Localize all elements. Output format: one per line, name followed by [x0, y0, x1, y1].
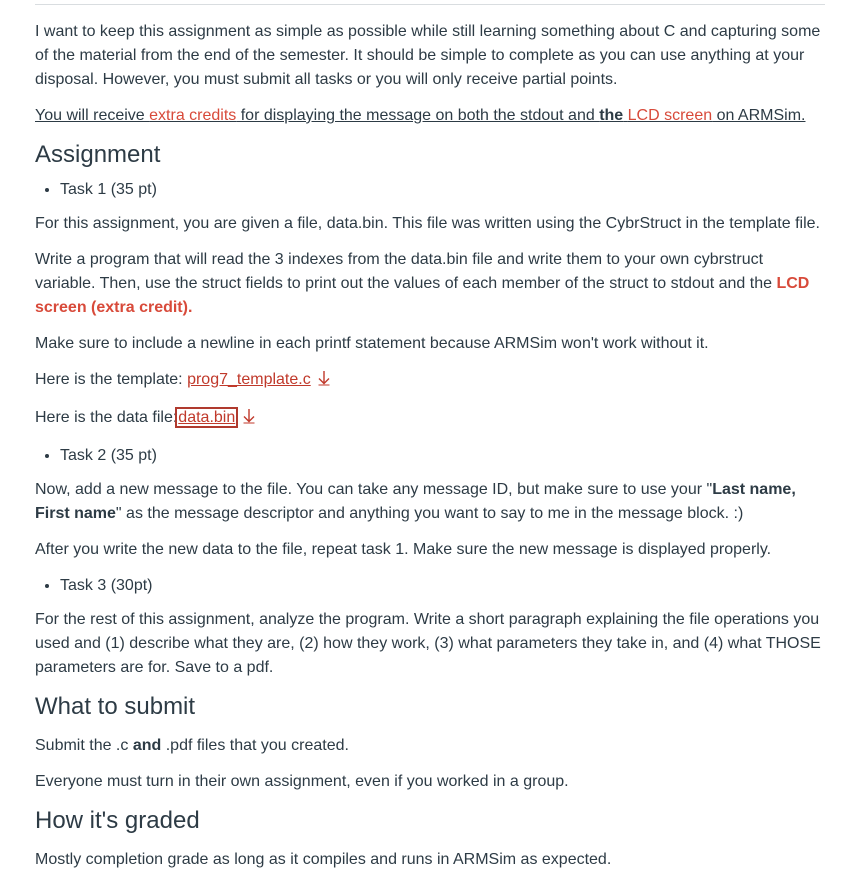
extra-credit-text-1: You will receive	[35, 107, 150, 124]
task2-repeat-note: After you write the new data to the file, repeat task 1. Make sure the new message is displayed properly.	[35, 541, 772, 558]
task2-item: • Task 2 (35 pt)	[60, 444, 825, 468]
template-file-link[interactable]: prog7_template.c	[187, 371, 311, 388]
extra-credit-the: the	[599, 107, 624, 124]
task3-list	[35, 574, 825, 598]
task1-item: • Task 1 (35 pt)	[60, 178, 825, 202]
data-file-line	[35, 406, 825, 432]
task3-instructions: For the rest of this assignment, analyze the program. Write a short paragraph explaining the file operations you used and (1) describe what they are, (2) how they work, (3) what parameters they take in, and (4) what THOSE parameters are for. Save to a pdf.	[35, 611, 821, 676]
lcd-screen-highlight: LCD screen	[627, 107, 713, 124]
task2-list	[35, 444, 825, 468]
task1-list	[35, 178, 825, 202]
submit-text-2: .pdf files that you created.	[161, 737, 349, 754]
task2-instructions	[35, 478, 825, 526]
data-file-link[interactable]: data.bin	[178, 409, 236, 426]
download-icon[interactable]	[242, 408, 256, 432]
data-file-label: Here is the data file:	[35, 409, 178, 426]
template-label: Here is the template:	[35, 371, 188, 388]
assignment-content	[35, 0, 825, 872]
extra-credit-highlight: extra credits	[149, 107, 237, 124]
submit-and: and	[132, 737, 162, 754]
extra-credit-text-3: on ARMSim.	[712, 107, 806, 124]
extra-credit-text-2: for displaying the message on both the stdout and	[236, 107, 600, 124]
task2-text-2: " as the message descriptor and anything you want to say to me in the message block. :)	[115, 505, 744, 522]
task2-descriptor: Last name, First name	[35, 481, 796, 522]
template-line	[35, 368, 825, 394]
lcd-extra-credit: LCD screen (extra credit).	[35, 275, 810, 316]
task3-item: • Task 3 (30pt)	[60, 574, 825, 598]
intro-paragraph: I want to keep this assignment as simple as possible while still learning something about C and capturing some of the material from the end of the semester. It should be simple to complete as you can use anything at your disposal. However, you must submit all tasks or you will only receive partial points.	[35, 23, 821, 88]
graded-heading: How it's graded	[35, 807, 200, 834]
task2-text-1: Now, add a new message to the file. You can take any message ID, but make sure to use your "	[35, 481, 713, 498]
task1-instructions-text: Write a program that will read the 3 indexes from the data.bin file and write them to your own cybrstruct variable. Then, use the struct fields to print out the values of each member of the struct to stdout and the	[35, 251, 777, 292]
assignment-heading: Assignment	[35, 141, 161, 168]
submit-text-1: Submit the .c	[35, 737, 133, 754]
individual-submission-note: Everyone must turn in their own assignment, even if you worked in a group.	[35, 773, 569, 790]
submit-files-note	[35, 734, 825, 758]
download-icon[interactable]	[317, 370, 331, 394]
task1-instructions	[35, 248, 825, 320]
grading-note: Mostly completion grade as long as it compiles and runs in ARMSim as expected.	[35, 851, 612, 868]
extra-credit-note	[35, 104, 825, 128]
task1-intro: For this assignment, you are given a file, data.bin. This file was written using the CybrStruct in the template file.	[35, 215, 820, 232]
top-divider	[35, 4, 825, 5]
newline-note: Make sure to include a newline in each printf statement because ARMSim won't work without it.	[35, 335, 709, 352]
submit-heading: What to submit	[35, 693, 196, 720]
